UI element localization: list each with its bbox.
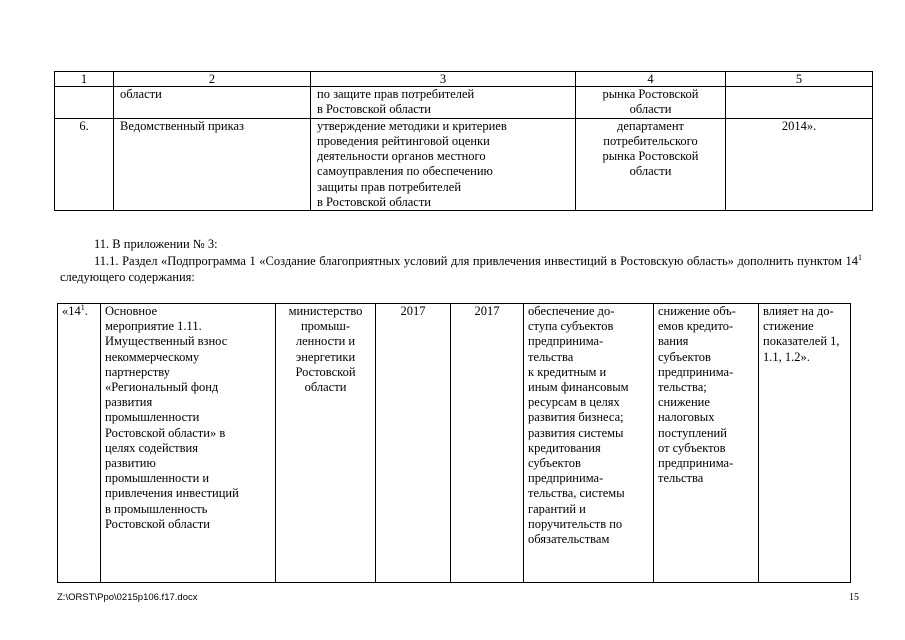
cell-line: привлечения инвестиций [105, 486, 239, 501]
superscript: 1 [858, 252, 862, 262]
cell-line: промыш- [300, 319, 351, 334]
cell-line: субъектов [528, 456, 581, 471]
item-number-cell [58, 304, 101, 583]
cell-line: развития бизнеса; [528, 410, 624, 425]
cell-line: поступлений [658, 425, 727, 440]
cell-line: от субъектов [658, 440, 726, 455]
cell-line: рынка Ростовской [602, 149, 699, 164]
cell-line: емов кредито- [658, 319, 734, 334]
cell-line: 1.1, 1.2». [763, 349, 810, 364]
executor-cell [276, 304, 376, 583]
cell-line: предпринима- [658, 364, 734, 379]
doc-subject-cell [311, 87, 576, 119]
cell-line: области [304, 380, 347, 395]
cell-line: утверждение методики и критериев [317, 118, 507, 133]
cell-line: потребительского [603, 133, 698, 148]
footer-file-path: Z:\ORST\Ppo\0215p106.f17.docx [57, 592, 198, 603]
cell-line: ступа субъектов [528, 319, 614, 334]
cell-line: тельства, системы [528, 486, 625, 501]
table-row [55, 118, 873, 211]
header-cell: 2 [114, 72, 311, 87]
cell-line: ленности и [295, 334, 356, 349]
doc-subject-cell [311, 118, 576, 211]
responsible-cell [576, 118, 726, 211]
cell-line: налоговых [658, 410, 715, 425]
cell-line: некоммерческому [105, 349, 200, 364]
cell-line: партнерству [105, 364, 171, 379]
doc-type-cell [114, 87, 311, 119]
row-number-cell [55, 87, 114, 119]
cell-line: Основное [105, 304, 158, 318]
cell-line: Ростовской области [105, 516, 210, 531]
cell-line: стижение [763, 319, 814, 334]
cell-line: снижение объ- [658, 304, 736, 318]
cell-line: предпринима- [658, 456, 734, 471]
paragraph-section [60, 253, 862, 285]
cell-line: развития системы [528, 425, 624, 440]
doc-type-cell [114, 118, 311, 211]
cell-line: поручительств по [528, 516, 623, 531]
cell-line: области [120, 87, 162, 101]
cell-line: защиты прав потребителей [317, 179, 462, 194]
expected-result-cell [524, 304, 654, 583]
header-cell: 5 [726, 72, 873, 87]
cell-line: вания [658, 334, 689, 349]
cell-line: тельства; [658, 380, 707, 395]
item-number: «14 [62, 304, 81, 318]
cell-line: деятельности органов местного [317, 149, 486, 164]
cell-line: 2014». [781, 118, 817, 133]
cell-line: в Ростовской области [317, 195, 431, 210]
year-cell [726, 118, 873, 211]
header-cell: 4 [576, 72, 726, 87]
cell-line: 6. [79, 118, 89, 133]
consequences-cell [654, 304, 759, 583]
cell-line: «Региональный фонд [105, 380, 219, 395]
start-year-cell: 2017 [376, 304, 451, 583]
item-number-dot: . [84, 304, 88, 318]
indicators-link-cell [759, 304, 851, 583]
cell-line: министерство [288, 304, 363, 318]
cell-line: гарантий и [528, 501, 586, 516]
cell-line: по защите прав потребителей [317, 87, 475, 101]
table-row [58, 304, 851, 583]
cell-line: проведения рейтинговой оценки [317, 133, 490, 148]
table-header-row [55, 72, 873, 87]
cell-line: в Ростовской области [317, 102, 431, 117]
table-regulations [54, 71, 873, 211]
year-cell [726, 87, 873, 119]
responsible-cell [576, 87, 726, 119]
cell-line: показателей 1, [763, 334, 840, 349]
cell-line: самоуправления по обеспечению [317, 164, 493, 179]
row-number-cell [55, 118, 114, 211]
cell-line: в промышленность [105, 501, 208, 516]
cell-line: мероприятие 1.11. [105, 319, 202, 334]
cell-line: Ростовской области» в [105, 425, 226, 440]
superscript: 1 [80, 302, 85, 312]
cell-line: рынка Ростовской [602, 87, 699, 101]
cell-line: развитию [105, 456, 156, 471]
cell-line: целях содействия [105, 440, 198, 455]
cell-line: тельства [658, 471, 704, 486]
cell-line: снижение [658, 395, 710, 410]
table-row [55, 87, 873, 119]
page-number: 15 [849, 592, 859, 603]
measure-name-cell [101, 304, 276, 583]
cell-line: области [629, 164, 672, 179]
cell-line: предпринима- [528, 471, 604, 486]
cell-line: субъектов [658, 349, 711, 364]
cell-line: ресурсам в целях [528, 395, 620, 410]
cell-line: иным финансовым [528, 380, 629, 395]
header-cell: 1 [55, 72, 114, 87]
cell-line: влияет на до- [763, 304, 834, 318]
cell-line: департамент [616, 118, 684, 133]
end-year-cell: 2017 [451, 304, 524, 583]
cell-line: тельства [528, 349, 574, 364]
cell-line: кредитования [528, 440, 601, 455]
cell-line: промышленности [105, 410, 200, 425]
cell-line: промышленности и [105, 471, 210, 486]
cell-line: предпринима- [528, 334, 604, 349]
cell-line: Ведомственный приказ [120, 118, 244, 133]
cell-line: Ростовской [295, 364, 356, 379]
cell-line: обязательствам [528, 532, 610, 547]
paragraph-text: следующего содержания: [60, 270, 195, 284]
table-measures [57, 303, 851, 583]
cell-line: обеспечение до- [528, 304, 615, 318]
cell-line: к кредитным и [528, 364, 607, 379]
cell-line: энергетики [295, 349, 356, 364]
paragraph-appendix: 11. В приложении № 3: [94, 237, 218, 251]
cell-line: области [629, 102, 672, 117]
header-cell: 3 [311, 72, 576, 87]
paragraph-text: 11.1. Раздел «Подпрограмма 1 «Создание благоприятных условий для привлечения инвестиций в Ростовскую область» дополнить пунктом 14 [94, 254, 858, 268]
cell-line: Имущественный взнос [105, 334, 228, 349]
cell-line: развития [105, 395, 153, 410]
